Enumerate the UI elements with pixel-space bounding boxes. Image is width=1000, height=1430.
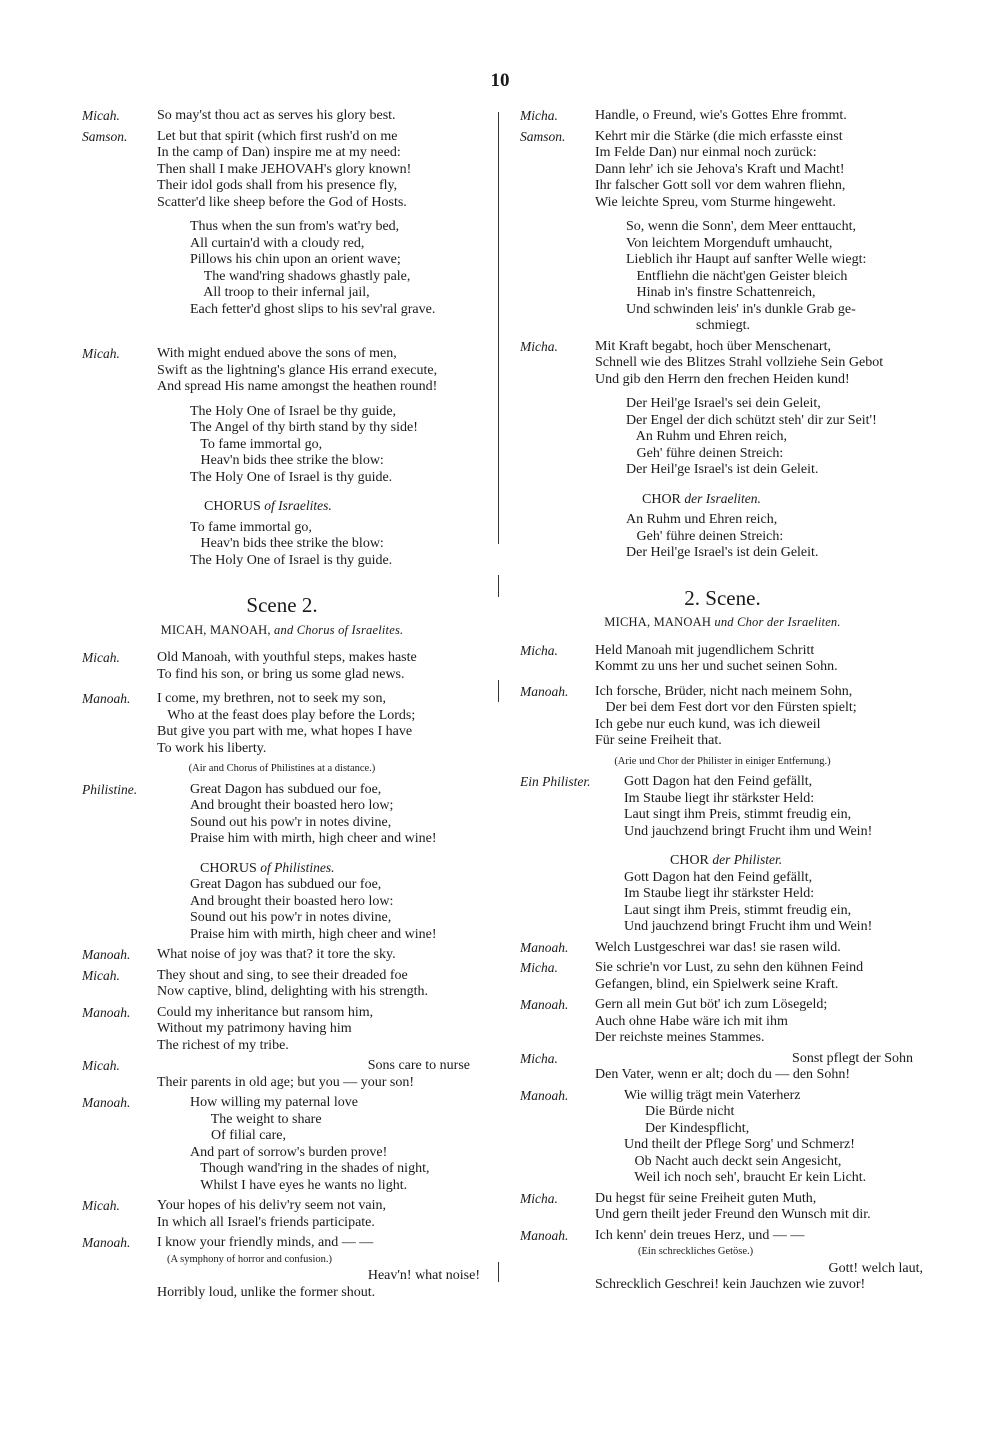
speaker-label: Philistine. xyxy=(82,781,138,797)
speech-micha-1 xyxy=(520,108,925,125)
speech-manoah-5 xyxy=(82,1235,482,1301)
english-column xyxy=(82,108,482,1301)
speech-text: Handle, o Freund, wie's Gottes Ehre frommt. xyxy=(595,108,847,123)
speech-text: What noise of joy was that? it tore the sky. xyxy=(157,947,396,962)
speech-text: I know your friendly minds, and — — xyxy=(157,1235,374,1250)
speech-text: They shout and sing, to see their dreaded foe Now captive, blind, delighting with his strength. xyxy=(157,967,429,999)
speaker-label: Manoah. xyxy=(82,1095,131,1110)
speech-micah-2 xyxy=(82,346,482,396)
scene-heading: 2. Scene. xyxy=(684,585,761,610)
speaker-label: Micah. xyxy=(82,650,120,665)
stage-direction: (Ein schreckliches Getöse.) xyxy=(638,1246,754,1257)
speech-text: Kehrt mir die Stärke (die mich erfasste einst Im Felde Dan) nur einmal noch zurück: Dann lehr' ich sie Jehova's Kraft und Macht! Ihr falscher Gott soll vor dem wahren fliehn, Wie leichte Spreu, vom Sturme hingeweht. xyxy=(595,128,846,210)
speech-text: Du hegst für seine Freiheit guten Muth, Und gern theilt jeder Freund den Wunsch mit dir. xyxy=(595,1190,871,1222)
page-number: 10 xyxy=(490,70,510,91)
chorus-heading xyxy=(642,491,925,509)
speech-micah-3 xyxy=(82,650,482,683)
speaker-label: Ein Philister. xyxy=(520,774,591,789)
speech-text-right: Gott! welch laut, xyxy=(828,1260,923,1276)
speaker-label: Manoah. xyxy=(82,1004,131,1020)
chorus-text: An Ruhm und Ehren reich, Geh' führe deinen Streich: Der Heil'ge Israel's ist dein Geleit. xyxy=(626,512,819,560)
speaker-label: Micah. xyxy=(82,1198,120,1213)
speech-text: So may'st thou act as serves his glory best. xyxy=(157,108,396,123)
speech-text: Den Vater, wenn er alt; doch du — den Sohn! xyxy=(595,1067,851,1082)
chorus-of: der Philister. xyxy=(712,852,783,867)
column-divider-bottom xyxy=(498,1262,499,1282)
speaker-label: Micha. xyxy=(520,108,558,123)
scene-cast xyxy=(520,614,925,631)
speech-text-right: Sonst pflegt der Sohn xyxy=(792,1050,913,1066)
air-micha: Der Heil'ge Israel's sei dein Geleit, Der Engel der dich schützt steh' dir zur Seit'! An Ruhm und Ehren reich, Geh' führe deinen Streich: Der Heil'ge Israel's ist dein Geleit. xyxy=(626,396,877,477)
speaker-label: Samson. xyxy=(520,128,566,144)
column-divider-top xyxy=(498,112,499,544)
speaker-label: Micah. xyxy=(82,108,120,123)
speaker-label: Manoah. xyxy=(82,691,131,706)
speech-micah-4 xyxy=(82,968,482,1001)
speech-micah-6 xyxy=(82,1198,482,1231)
speech-manoah-4 xyxy=(520,1088,925,1187)
speech-text: Their parents in old age; but you — your son! xyxy=(157,1074,415,1090)
speech-micah-5 xyxy=(82,1058,482,1091)
speaker-label: Micah. xyxy=(82,967,120,983)
chorus-label: CHORUS xyxy=(200,860,257,876)
speaker-label: Samson. xyxy=(82,128,128,144)
air-samson: So, wenn die Sonn', dem Meer enttaucht, Von leichtem Morgenduft umhaucht, Lieblich ihr Haupt auf sanfter Welle wiegt: Entfliehn die nächt'gen Geister bleich Hinab in's finstre Schattenreich, Und schwinden leis' in's dunkle Grab ge- schmiegt. xyxy=(626,219,867,333)
scene-cast xyxy=(82,622,482,639)
speech-micha-2 xyxy=(520,339,925,389)
speech-manoah-1 xyxy=(520,684,925,750)
speaker-label: Micah. xyxy=(82,346,120,361)
speech-micah-1 xyxy=(82,108,482,125)
speech-text: Let but that spirit (which first rush'd on me In the camp of Dan) inspire me at my need: Then shall I make JEHOVAH's glory known! Their idol gods shall from his presence fly, Scatter'd like sheep before the God of Hosts. xyxy=(157,128,412,210)
speech-text: With might endued above the sons of men, Swift as the lightning's glance His errand execute, And spread His name amongst the heathen round! xyxy=(157,346,438,394)
speaker-label: Micha. xyxy=(520,960,558,975)
speaker-label: Micha. xyxy=(520,1190,558,1206)
speaker-label: Manoah. xyxy=(520,997,569,1012)
speech-manoah-3 xyxy=(82,1005,482,1055)
speech-text: Schrecklich Geschrei! kein Jauchzen wie zuvor! xyxy=(595,1277,866,1292)
speech-text: Horribly loud, unlike the former shout. xyxy=(157,1284,376,1300)
chorus-of: of Philistines. xyxy=(260,859,335,875)
speech-text: Ich kenn' dein treues Herz, und — — xyxy=(595,1227,805,1243)
speech-text-right: Sons care to nurse xyxy=(367,1058,470,1073)
column-divider-low xyxy=(498,680,499,702)
speaker-label: Micha. xyxy=(520,1050,558,1066)
chorus-label: CHOR xyxy=(642,491,681,507)
speech-micha-3 xyxy=(520,643,925,676)
speech-text: Great Dagon has subdued our foe, And brought their boasted hero low; Sound out his pow'r in notes divine, Praise him with mirth, high cheer and wine! xyxy=(190,781,437,846)
speech-text-right: Heav'n! what noise! xyxy=(367,1268,480,1283)
speaker-label: Manoah. xyxy=(520,939,569,955)
speech-micha-4 xyxy=(520,960,925,993)
speech-text: Sie schrie'n vor Lust, zu sehn den kühnen Feind Gefangen, blind, ein Spielwerk seine Kraft. xyxy=(595,960,864,992)
speech-text: I come, my brethren, not to seek my son, Who at the feast does play before the Lords; But give you part with me, what hopes I have To work his liberty. xyxy=(157,691,416,756)
chorus-text: Great Dagon has subdued our foe, And brought their boasted hero low: Sound out his pow'r in notes divine, Praise him with mirth, high cheer and wine! xyxy=(190,877,437,942)
speech-text: Ich forsche, Brüder, nicht nach meinem Sohn, Der bei dem Fest dort vor den Fürsten spielt; Ich gebe nur euch kund, was ich dieweil Für seine Freiheit that. xyxy=(595,683,857,748)
cast-rest: and Chorus of Israelites. xyxy=(274,622,404,637)
speech-text: Gott Dagon hat den Feind gefällt, Im Staube liegt ihr stärkster Held: Laut singt ihm Preis, stimmt freudig ein, Und jauchzend bringt Frucht ihm und Wein! xyxy=(624,774,873,839)
chorus-text: Gott Dagon hat den Feind gefällt, Im Staube liegt ihr stärkster Held: Laut singt ihm Preis, stimmt freudig ein, Und jauchzend bringt Frucht ihm und Wein! xyxy=(624,869,873,934)
speech-manoah-5 xyxy=(520,1228,925,1294)
speech-text: Your hopes of his deliv'ry seem not vain, In which all Israel's friends participate. xyxy=(157,1198,386,1230)
speech-manoah-2 xyxy=(82,947,482,964)
column-divider-mid xyxy=(498,575,499,597)
speech-micha-6 xyxy=(520,1191,925,1224)
speaker-label: Manoah. xyxy=(520,683,569,699)
chorus-label: CHOR xyxy=(670,853,709,868)
speech-text: How willing my paternal love The weight to share Of filial care, And part of sorrow's burden prove! Though wand'ring in the shades of night, Whilst I have eyes he wants no light. xyxy=(190,1095,430,1193)
chorus-heading xyxy=(200,860,482,878)
speaker-label: Micha. xyxy=(520,642,558,658)
stage-direction: (Arie und Chor der Philister in einiger Entfernung.) xyxy=(614,755,831,767)
cast-names: MICHA, MANOAH xyxy=(604,615,712,629)
chorus-heading xyxy=(204,498,482,516)
speech-text: Held Manoah mit jugendlichem Schritt Kommt zu uns her und suchet seinen Sohn. xyxy=(595,642,838,674)
speech-samson xyxy=(82,129,482,212)
chorus-label: CHORUS xyxy=(204,499,261,514)
speaker-label: Manoah. xyxy=(82,947,131,962)
cast-rest: und Chor der Israeliten. xyxy=(714,615,841,629)
chorus-text: To fame immortal go, Heav'n bids thee strike the blow: The Holy One of Israel is thy guide. xyxy=(190,519,393,568)
scene-heading: Scene 2. xyxy=(246,593,318,617)
speech-manoah-1 xyxy=(82,691,482,757)
chorus-of: of Israelites. xyxy=(264,498,332,513)
speech-manoah-2 xyxy=(520,940,925,957)
air-micah: The Holy One of Israel be thy guide, The Angel of thy birth stand by thy side! To fame immortal go, Heav'n bids thee strike the blow: The Holy One of Israel is thy guide. xyxy=(190,403,418,485)
speech-text: Wie willig trägt mein Vaterherz Die Bürde nicht Der Kindespflicht, Und theilt der Pflege Sorg' und Schmerz! Ob Nacht auch deckt sein Angesicht, Weil ich noch seh', braucht Er kein Licht. xyxy=(624,1087,867,1185)
speech-micha-5 xyxy=(520,1051,925,1084)
speaker-label: Manoah. xyxy=(520,1087,569,1103)
speech-philistine xyxy=(82,782,482,848)
chorus-of: der Israeliten. xyxy=(684,490,761,506)
speech-philistine xyxy=(520,774,925,840)
speech-text: Could my inheritance but ransom him, Without my patrimony having him The richest of my tribe. xyxy=(157,1004,374,1053)
cast-names: MICAH, MANOAH, xyxy=(160,622,271,637)
speech-samson xyxy=(520,129,925,212)
german-column xyxy=(520,108,925,1294)
speech-manoah-3 xyxy=(520,997,925,1047)
speech-manoah-4 xyxy=(82,1095,482,1194)
air-samson: Thus when the sun from's wat'ry bed, All curtain'd with a cloudy red, Pillows his chin upon an orient wave; The wand'ring shadows ghastly pale, All troop to their infernal jail, Each fetter'd ghost slips to his sev'ral grave. xyxy=(190,219,436,317)
speech-text: Welch Lustgeschrei war das! sie rasen wild. xyxy=(595,939,841,955)
speaker-label: Micha. xyxy=(520,338,558,354)
speech-text: Mit Kraft begabt, hoch über Menschenart, Schnell wie des Blitzes Strahl vollziehe Sein Gebot Und gib den Herrn den frechen Heiden kund! xyxy=(595,338,884,387)
speaker-label: Micah. xyxy=(82,1058,120,1073)
speaker-label: Manoah. xyxy=(520,1227,569,1243)
stage-direction: (Air and Chorus of Philistines at a distance.) xyxy=(188,763,376,774)
speech-text: Old Manoah, with youthful steps, makes haste To find his son, or bring us some glad news. xyxy=(157,650,417,682)
speaker-label: Manoah. xyxy=(82,1235,131,1250)
speech-text: Gern all mein Gut böt' ich zum Lösegeld; Auch ohne Habe wäre ich mit ihm Der reichste meines Stammes. xyxy=(595,997,828,1045)
chorus-heading xyxy=(670,852,925,870)
stage-direction: (A symphony of horror and confusion.) xyxy=(167,1253,333,1265)
